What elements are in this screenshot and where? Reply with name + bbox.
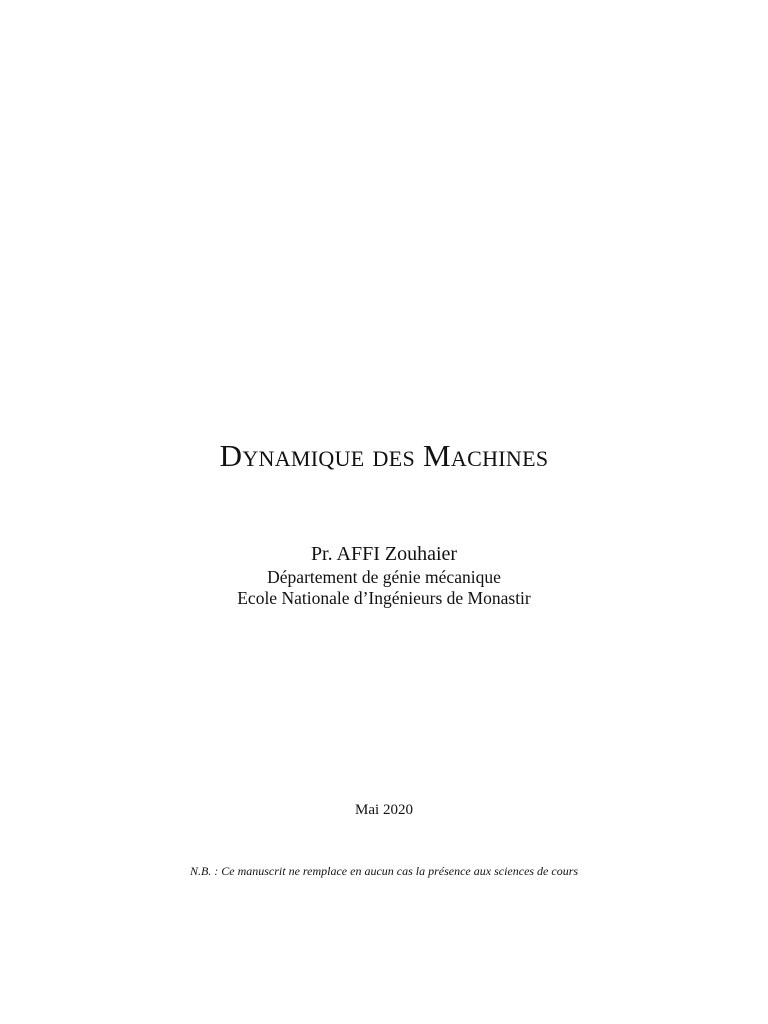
- footnote-note: N.B. : Ce manuscrit ne remplace en aucun cas la présence aux sciences de cours: [189, 864, 579, 878]
- school-name: Ecole Nationale d’Ingénieurs de Monastir: [237, 588, 531, 608]
- department-name: Département de génie mécanique: [267, 567, 501, 587]
- document-title: Dynamique des Machines: [219, 438, 549, 473]
- document-date: Mai 2020: [355, 802, 413, 818]
- author-name: Pr. AFFI Zouhaier: [310, 543, 458, 565]
